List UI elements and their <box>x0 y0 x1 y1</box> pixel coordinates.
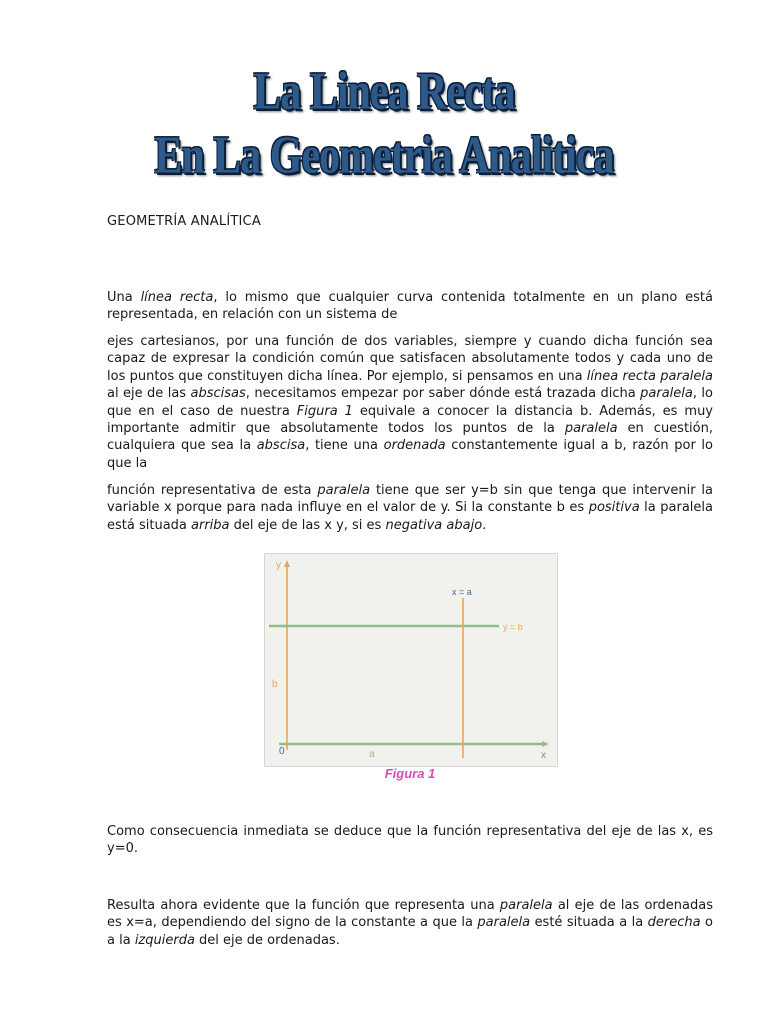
document-title-line1: La Linea Recta <box>253 63 515 121</box>
paragraph-intro: Una línea recta, lo mismo que cualquier curva contenida totalmente en un plano está representada, en relación con un sistema de <box>107 290 713 323</box>
section-heading: GEOMETRÍA ANALÍTICA <box>107 214 261 229</box>
document-title-line2: En La Geometria Analitica <box>154 127 614 185</box>
distance-a-label: a <box>369 749 375 760</box>
origin-label: 0 <box>279 746 285 757</box>
distance-b-label: b <box>272 679 278 690</box>
y-axis-arrow-icon <box>284 560 290 567</box>
x-axis-label: x <box>541 750 546 761</box>
paragraph-parallel-abscissa: ejes cartesianos, por una función de dos variables, siempre y cuando dicha función sea capaz de expresar la condición común que satisfacen absolutamente todos y cada uno de los puntos que constituyen dicha línea. Por ejemplo, si pensamos en una línea recta paralela al eje de las abscisas, necesitamos empezar por saber dónde está trazada dicha paralela, lo que en el caso de nuestra Figura 1 equivale a conocer la distancia b. Además, es muy importante admitir que absolutamente todos los puntos de la paralela en cuestión, cualquiera que sea la abscisa, tiene una ordenada constantemente igual a b, razón por lo que la <box>107 334 714 471</box>
figure-1-diagram <box>265 554 557 766</box>
paragraph-function-y-equals-b: función representativa de esta paralela tiene que ser y=b sin que tenga que intervenir la variable x porque para nada influye en el valor de y. Si la constante b es positiva la paralela está situada arriba del eje de las x y, si es negativa abajo. <box>107 483 713 533</box>
y-axis-label: y <box>276 560 281 571</box>
figure-caption: Figura 1 <box>384 766 436 781</box>
vertical-line-label: x = a <box>452 587 472 597</box>
paragraph-parallel-ordinate: Resulta ahora evidente que la función que representa una paralela al eje de las ordenadas es x=a, dependiendo del signo de la constante a que la paralela esté situada a la derecha o a la izquierda del eje de ordenadas. <box>107 898 713 948</box>
paragraph-x-axis-function: Como consecuencia inmediata se deduce que la función representativa del eje de las x, es y=0. <box>107 824 713 857</box>
figure-1 <box>264 553 558 767</box>
horizontal-line-label: y = b <box>503 622 523 632</box>
x-axis-arrow-icon <box>542 741 549 747</box>
